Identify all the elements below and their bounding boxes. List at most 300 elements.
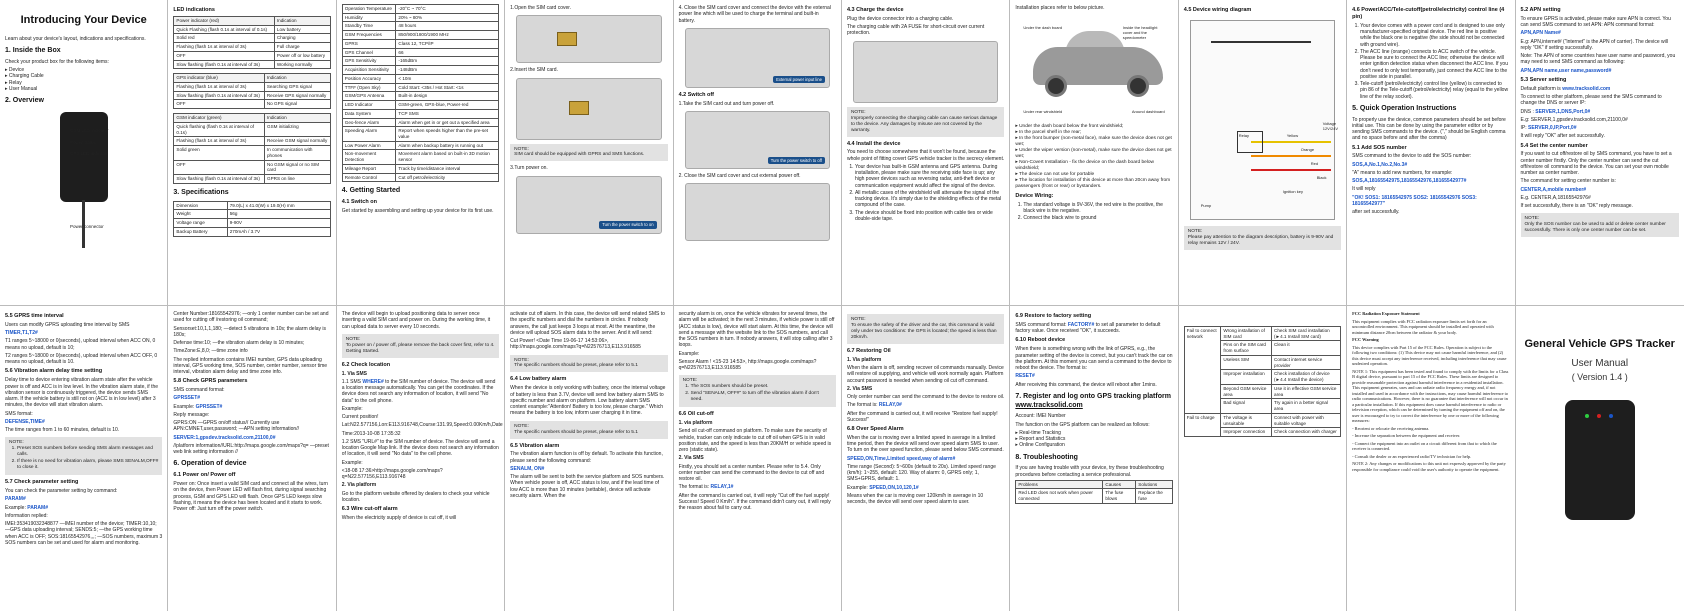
cover-intro: Learn about your device's layout, indications and specifications. [5, 35, 146, 42]
power-step-4: 4. Close the SIM card cover and connect the device with the external power line which will be used to charge the terminal and built-in battery. [678, 5, 831, 24]
tag-power-on: Turn the power switch to on [599, 221, 656, 228]
oil-cut-title: 6.6 Oil cut-off [678, 411, 714, 418]
table-cell: Pins on the SIM card from surface [1221, 341, 1272, 355]
table-row [342, 31, 498, 40]
restore-format [847, 402, 1004, 408]
open-cover-photo [516, 15, 661, 63]
via-sms-title: 2. Via SMS [678, 455, 704, 462]
troubleshooting-text: If you are having trouble with your device, try these troubleshooting procedures before contacting a service professional. [1015, 465, 1164, 478]
table-cell: Class 12, TCP/IP [396, 39, 499, 48]
power-onoff-title: 6.1 Power on/ Power off [173, 472, 236, 479]
table-cell: Movement alarm based on built-in 3D motion sensor [396, 150, 499, 164]
label-red: Red [1310, 160, 1319, 166]
example-label: Example: [846, 484, 868, 491]
table-cell: Check SIM card installation (►4.1 Install SIM card) [1272, 327, 1341, 341]
param-command: PARAM# [5, 496, 26, 503]
sim-step-2: 2.Insert the SIM card. [510, 67, 558, 74]
table-row [174, 25, 330, 34]
table-cell: TCP SMS [396, 109, 499, 118]
table-row [174, 175, 330, 184]
install-list [847, 164, 1004, 222]
panel-back-cover [1516, 306, 1684, 611]
install-places-list [1015, 124, 1172, 190]
panel-factory-register [1010, 306, 1178, 611]
table-cell: Slow flashing (flash 0.1s at interval of 3s) [174, 175, 265, 184]
note-text: Improperly connecting the charging cable can cause serious damage to the device. Any damages by misuse are not covered by the warranty. [850, 115, 998, 133]
wire-red [1251, 169, 1331, 171]
table-cell: -148dBm [396, 66, 499, 75]
server-label: Default platform is [1520, 85, 1561, 92]
low-battery-text: When the device is only working with battery, once the internal voltage of battery is less than 3.7V, device will send low battery alarm SMS to specific number and alarm on platform. Low battery alarm SMS content example:"Attention! Battery is too low, please charge." Which means the battery is too low, inform user charging it in time. [510, 385, 666, 417]
dns-example: E.g: SERVER,1,gpsdev.tracksolid.com,21100,0# [1520, 116, 1628, 123]
sos-reply-label: It will reply [1352, 186, 1376, 193]
current-position: Current position! [341, 414, 379, 421]
server-url-link[interactable]: www.tracksolid.com [1562, 85, 1611, 92]
ip-label: IP: [1520, 125, 1527, 131]
wire-black [1211, 41, 1311, 43]
table-row [174, 91, 330, 100]
table-row [342, 22, 498, 31]
param-info-label: Information replied: [5, 512, 48, 519]
example-label: Example: [5, 504, 26, 511]
table-row [342, 74, 498, 83]
dns-line [1521, 109, 1679, 115]
panel-sim-install [505, 0, 673, 305]
box-item: ▸ Device [5, 67, 162, 73]
table-row [1184, 327, 1340, 341]
table-cell: TTFF (Open Sky) [342, 83, 396, 92]
box-item: ▸ User Manual [5, 86, 162, 92]
callout-gsm-led: GSM LED indicator [70, 128, 109, 133]
power-onoff-text: Power on: Once insert a valid SIM card and connect all the wires, turn on the device, then Power LED will flash first, during signal searching process, GSM and GPS LED will flash. Once GPS LED keeps slow flashing, it means the device has been located and it starts to work. Power off: Just turn off the power switch. [173, 481, 328, 512]
table-cell: Replace the fuse [1136, 489, 1172, 503]
via-platform-text: Go to the platform website offered by dealers to check your vehicle location. [341, 490, 490, 503]
gprsset-command: GPRSSET# [173, 395, 201, 402]
spec-table [173, 201, 330, 237]
box-item: ▸ Charging Cable [5, 73, 162, 79]
list-item: ▸ In the parcel shelf in the rear; [1015, 130, 1172, 136]
apn-example [1521, 39, 1679, 52]
table-cell: Flashing (flash 1s at interval of 3s) [174, 83, 264, 92]
via-sms-title: 1. Via SMS [341, 370, 367, 377]
section-specifications: 3. Specifications [173, 188, 229, 196]
factory-title: 6.9 Restore to factory setting [1015, 313, 1092, 319]
table-header: GPS indicator (blue) [174, 74, 264, 83]
sim-card-icon [557, 32, 577, 46]
box-intro: Check your product box for the following items: [5, 58, 109, 65]
table-row [174, 219, 330, 228]
via-platform-title: 1. Via platform [846, 356, 882, 363]
sos-note: "A" means to add new numbers, for example: [1352, 169, 1453, 176]
center-info-2: Sensorset:10,1,1,180; —detect 5 vibrations in 10s; the alarm delay is 180s; [173, 325, 326, 338]
fcc-measure: - Connect the equipment into an outlet on a circuit different from that to which the receiver is connected. [1352, 440, 1497, 451]
center-info-4: TimeZone:E,8,0; —time zone info [173, 348, 248, 355]
restore-sms-text: Only center number can send the command to the device to restore oil. [846, 394, 1005, 401]
factory-command: FACTORY# [1067, 321, 1095, 328]
manual-subtitle: User Manual [1571, 357, 1629, 369]
panel-check-location [337, 306, 505, 611]
apn-example-label: E.g: APN,internet# [1520, 38, 1562, 45]
panel-led-indications [168, 0, 336, 305]
table-row [342, 57, 498, 66]
panel-acc-quick-ops [1347, 0, 1515, 305]
table-header: Power indicator (red) [174, 16, 275, 25]
list-item: ▸ Online Configuration [1015, 442, 1172, 448]
vibration-delay-text: Delay time to device entering vibration alarm state after the vehicle power is off and ACC is in low level. In the vibration alarm state, if the vibration sensor is continuously triggered, the device sends SMS alarm. If the vehicle battery is still not on (ACC is in low level) after 3 minutes, the device will start vibration alarm. [5, 377, 159, 409]
table-cell: Receive GPS signal normally [264, 91, 330, 100]
list-item: 2. Send "SENALM, OFF#" to turn off the vibration alarm if don't need. [691, 391, 832, 403]
center-after: If set successfully, there is an "OK" reply message. [1520, 203, 1633, 210]
sms-label: 1.1 SMS [341, 378, 361, 385]
tag-external-power: External power input line [773, 76, 825, 83]
speed-example [847, 485, 1004, 491]
tag-power-off: Turn the power switch to off [768, 157, 825, 164]
table-cell: No GSM signal or no SIM card [265, 160, 331, 174]
cut-alarm-text: activate cut off alarm. In this case, the device will send related SMS to the specific numbers and dial the numbers in circles. If nobody answers, the call just keeps 3 loops at most. At the meantime, the device will upload SOS alarm data to the server. And it will send: [510, 311, 665, 336]
gprs-params-title: 5.8 Check GPRS parameters [173, 378, 248, 385]
panel-operation [168, 306, 336, 611]
table-cell: Bad signal [1221, 399, 1272, 413]
gprs-p3: T2 ranges 5~18000 or 0(seconds), upload interval when ACC OFF, 0 means no upload, default is 10. [5, 352, 158, 366]
install-title: 4.4 Install the device [846, 140, 901, 147]
table-cell: Operation Temperature [342, 5, 396, 14]
gprs-platform: //platform information//URL:http://maps.google.com/maps?q= —preset web link setting information // [173, 442, 329, 456]
table-cell: 66 [396, 48, 499, 57]
table-row [174, 210, 330, 219]
table-cell: Connect with power with suitable voltage [1272, 413, 1341, 427]
sos-command: SOS,A,No.1,No.2,No.3# [1352, 161, 1408, 168]
list-item: 2. Connect the black wire to ground [1023, 215, 1172, 221]
note-label: NOTE: [682, 378, 698, 384]
section-operation: 6. Operation of device [173, 460, 247, 468]
sos-title: 5.1 Add SOS number [1352, 144, 1407, 151]
center-text: If you want to cut off/restore oil by SMS command, you have to set a center number firstly. Only the center number can send the cut off/restore oil command to the device. You can set your own mobile number as center number. [1520, 151, 1672, 177]
table-cell: Standby Time [342, 22, 396, 31]
table-cell: Working normally [274, 60, 330, 69]
table-cell: Remote Control [342, 173, 396, 182]
label-black: Black [1316, 174, 1327, 180]
reboot-after: After receiving this command, the device will reboot after 1mins. [1015, 381, 1157, 388]
table-cell: Weight [174, 210, 227, 219]
note-label: NOTE: [514, 146, 529, 152]
reset-command: RESET# [1015, 373, 1035, 380]
table-row [174, 83, 330, 92]
factory-text: to set all parameter to default factory value. Once received "OK", it succeeds. [1015, 321, 1161, 335]
callout-gps-led: GPS LED indicator [70, 151, 108, 157]
table-cell: Alarm when get in or get out a specified area [396, 118, 499, 127]
table-cell: The voltage is unsuitable [1221, 413, 1272, 427]
table-row [342, 66, 498, 75]
overview-callouts [70, 128, 109, 163]
diagram-note [1184, 226, 1341, 250]
panel-alarms [505, 306, 673, 611]
sim-step-1: 1.Open the SIM card cover. [510, 5, 572, 11]
low-battery-title: 6.4 Low battery alarm [510, 376, 567, 383]
acc-list [1352, 23, 1509, 100]
list-item: ▸ Non-Covert Installation - fix the device on the dash board below windshield; [1015, 160, 1172, 172]
over-speed-title: 6.8 Over Speed Alarm [846, 426, 904, 433]
reboot-text: When there is something wrong with the link of GPRS, e.g., the parameter setting of the device is correct, but you can't track the car on the platform. At this moment you can send a command to the device to reboot the device. The format is: [1015, 346, 1173, 371]
table-cell: Quick Flashing (flash 0.1s at interval of 0.1s) [174, 25, 275, 34]
table-cell: 850/900/1800/1900 MHz [396, 31, 499, 40]
table-row [174, 160, 330, 174]
cut-alarm-note [510, 355, 667, 373]
power-led-table [173, 16, 330, 69]
table-cell: Cut off petrol/electricity [396, 173, 499, 182]
current-coords: Lat:N22.577156,Lon:E113.916748,Course:131.99,Speed:0.00Km/h,Date [341, 422, 503, 429]
fcc-measure: - Increase the separation between the equipment and receiver. [1352, 433, 1461, 438]
apn-note: Note: The APN of some countries have user name and password, you may need to send SMS command as following: [1520, 53, 1676, 66]
table-row [342, 48, 498, 57]
callout-power-status: Power status [70, 139, 97, 145]
vibration-range: The time ranges from 1 to 60 minutes, default is 10. [5, 427, 120, 433]
apn-title: 5.2 APN setting [1520, 7, 1561, 13]
restore-platform-text: When the alarm is off, sending recover oil commands manually. Device will restore oil supplying, and vehicle will work normally again. Platform account password is needed when sending oil cut off command. [846, 365, 1004, 384]
fcc-title: FCC Radiation Exposure Statement [1352, 311, 1420, 316]
server-title: 5.3 Server setting [1520, 76, 1567, 83]
gsm-led-table [173, 113, 330, 184]
note-text: To power on / power off, please remove the back cover first, refer to 4. Getting Started. [345, 342, 495, 354]
section-getting-started: 4. Getting Started [341, 187, 401, 195]
table-row [174, 122, 330, 136]
panel-install-places [1010, 0, 1178, 305]
table-cell: Slow flashing (flash 0.1s at interval of 3s) [174, 91, 264, 100]
table-cell: 79.0(L) x 41.0(W) x 19.0(H) mm [227, 201, 330, 210]
table-cell: Low Power Alarm [342, 141, 396, 150]
where-command: WHERE# [362, 378, 384, 385]
troubleshooting-table-2 [1184, 326, 1341, 437]
list-item: 1. Your device has built-in GSM antenna and GPS antenna. During installation, please make sure the receiving side face is up; any high power devices such as reversing radar, anti-theft device or communication equipment would affect the signal of the device. [855, 164, 1004, 189]
spec-table-2 [342, 4, 499, 182]
table-header: GSM indicator (green) [174, 114, 265, 123]
security-text: security alarm is on, once the vehicle vibrates for several times, the alarm will be activated; in the next 3 minutes, if vehicle power is still off (ACC status is low), device will start alarm. At this time, the device will send a message with the website link to the SOS numbers, and call the SOS numbers in turn. If nobody answers, it will stop calling after 3 loops. [678, 311, 835, 349]
sos-after: after set successfully. [1352, 209, 1400, 216]
table-row [342, 173, 498, 182]
low-battery-note [510, 421, 667, 439]
table-cell: Clean it [1272, 341, 1341, 355]
charging-cable-photo [853, 41, 998, 103]
restore-after: After the command is carried out, it will receive "Restore fuel supply! Success!" [846, 410, 998, 423]
label-pump: Pump [1200, 202, 1212, 208]
table-cell: Report when speeds higher than the pre-set value [396, 127, 499, 141]
list-item: ▸ The location for installation of this device at more than 20cm away from passengers (front or rear) or bystanders. [1015, 178, 1172, 190]
platform-functions: The function on the GPS platform can be realized as follows: [1015, 421, 1150, 428]
sim-card-icon [569, 101, 589, 115]
insert-sim-photo [516, 78, 661, 140]
table-cell: Wrong installation of SIM card [1221, 327, 1272, 341]
switch-on-text: Get started by assembling and setting up your device for its first use. [341, 208, 494, 215]
wire-orange [1251, 155, 1331, 157]
table-row [174, 201, 330, 210]
panel-wiring-diagram [1179, 0, 1347, 305]
list-item: 3. The device should be fixed into position with cable ties or wide double-side tape. [855, 210, 1004, 223]
server-text: To connect to other platform, please send the SMS command to change the DNS or server IP: [1520, 94, 1662, 107]
relay-command: RELAY,1# [710, 484, 734, 491]
gprs-reply: GPRS:ON —GPRS on/off status// Currently use APN:CMNET,user,password; —APN setting information// [173, 420, 299, 433]
location-note [342, 334, 499, 358]
where-line [342, 379, 499, 404]
table-cell: Dimension [174, 201, 227, 210]
panel-specs-continued [337, 0, 505, 305]
power-line-photo [685, 28, 830, 88]
security-example: Sensor Alarm ! <15-23 14:53>, http://maps.google.com/maps?q=N22576713,E113.916585 [678, 358, 817, 371]
sos-example: SOS,A,18165542975,18165542976,18165542977# [1352, 178, 1467, 185]
table-cell: OFF [174, 51, 275, 60]
table-cell: No GPS signal [264, 100, 330, 109]
table-cell: Mileage Report [342, 164, 396, 173]
list-item: ▸ The device can not use for portable [1015, 172, 1172, 178]
param-reply: IMEI:353419032348877 —IMEI number of the device; TIMER:10,10; —GPS data uploading interval; SENDS:5; —the GPS working time when ACC is OFF; SOS:18165542976,,,; —SOS numbers, maximum 3 SOS numbers can be set and used for alarm and monitoring. [5, 521, 163, 546]
url-text: 1.2 SMS "URL#" to the SIM number of device. The device will send a location Google Map link. If the device does not search any information of location, it will send "No data" to the cell phone. [341, 438, 499, 458]
power-off-photo [685, 111, 830, 169]
note-label: NOTE: [345, 336, 361, 342]
list-item: ▸ Real-time Tracking [1015, 430, 1172, 436]
security-note [679, 375, 836, 407]
table-cell: Alarm when backup battery is running out [396, 141, 499, 150]
panel-troubleshooting-table [1179, 306, 1347, 611]
quick-ops-text: To properly use the device, common parameters should be set before initial use. This can be done by using the parameter editor or by sending SMS commands to the device. ("," should be English comma and no space before and after the comma) [1352, 116, 1506, 142]
senalm-command: SENALM, ON# [510, 465, 545, 472]
table-cell: Track by time/distance interval [396, 164, 499, 173]
table-row [174, 137, 330, 146]
table-row [342, 101, 498, 110]
speed-range: Time range (Second): 5~600s (default to 20s). Limited speed range (km/h): 1~255, default: 120. Way of alarm: 0, GPRS only; 1, SMS+GPRS, default: 1. [846, 463, 996, 483]
table-header: Solutions [1136, 480, 1172, 489]
table-row [174, 43, 330, 52]
speed-meaning: Means when the car is moving over 120km/h in average in 10 seconds, the device will send over speed alarm to user. [846, 492, 984, 506]
section-troubleshooting: 8. Troubleshooting [1015, 453, 1078, 461]
oil-sms-text: Firstly, you should set a center number. Please refer to 5.4. Only center number can send the command to the device to cut off and restore oil. [678, 463, 825, 483]
bottom-sheet [0, 306, 1684, 611]
wire-cut-text: When the electricity supply of device is cut off, it will [341, 514, 457, 521]
list-item: 2. If there is no need for vibration alarm, please SMS SENALM,OFF# to close it. [17, 459, 158, 471]
table-row [342, 109, 498, 118]
callout-power-connector: Power connector [70, 224, 104, 229]
fcc-p1: This equipment complies with FCC radiation exposure limits set forth for an uncontrolled environment. This equipment should be installed and operated with minimum distance 20cm between the radiator & your body. [1352, 318, 1494, 335]
table-row [342, 141, 498, 150]
gsm-led-icon [1585, 414, 1589, 418]
label-voltage: Voltage 12V/24V [1322, 120, 1339, 131]
note-text: The specific numbers should be preset, please refer to 5.1 [514, 429, 638, 435]
center-command: CENTER,A,mobile number# [1520, 186, 1587, 193]
note-text: SIM card should be equipped with GPRS and SMS functions. [514, 152, 645, 158]
section-quick-ops: 5. Quick Operation Instructions [1352, 104, 1457, 112]
panel-charge-install [842, 0, 1010, 305]
table-cell: Charging [274, 34, 330, 43]
note-label: NOTE: [1187, 228, 1203, 234]
table-cell: GSM Frequencies [342, 31, 396, 40]
vibration-delay-title: 5.6 Vibration alarm delay time setting [5, 368, 103, 375]
list-item: ▸ In the front bumper (non-metal face), make sure the device does not get wet; [1015, 136, 1172, 148]
table-cell: GPS Sensitivity [342, 57, 396, 66]
over-speed-text: When the car is moving over a limited speed in average in a limited time period, then the device will send over speed alarm SMS to user. To turn on the over speed function, please send below SMS command. [846, 434, 1004, 454]
wiring-diagram [1190, 20, 1339, 220]
table-cell: Try again in a better signal area [1272, 399, 1341, 413]
diagram-title: 4.5 Device wiring diagram [1183, 7, 1252, 13]
dns-label: DNS : [1520, 108, 1534, 115]
table-cell: Flashing (flash 1s at interval of 3s) [174, 43, 275, 52]
restore-note [847, 314, 1004, 344]
check-param-text: You can check the parameter setting by command: [5, 488, 118, 495]
center-example: E.g. CENTER,A,18165542976# [1520, 194, 1591, 201]
wiring-title: Device Wiring: [1015, 193, 1054, 200]
current-time: Time:2013-10-08 17:35:32 [341, 430, 401, 437]
list-item: 1. The standard voltage is 9V-36V, the red wire is the positive, the black wire is the negative. [1023, 202, 1172, 215]
param-example [5, 505, 162, 511]
table-cell: < 10m [396, 74, 499, 83]
sim-step-3: 3.Turn power on. [510, 165, 548, 172]
table-cell: Acquisition Sensitivity [342, 66, 396, 75]
table-row [174, 146, 330, 160]
table-cell: GSM/GPS Antenna [342, 92, 396, 101]
gprs-params-format: SMS command format: [173, 387, 225, 394]
gprs-note [5, 437, 162, 475]
section-overview: 2. Overview [5, 97, 44, 104]
platform-url-link[interactable]: www.tracksolid.com [1015, 401, 1083, 409]
where-text: to the SIM number of device. The device will send a location message automatically. You can get the coordinates. If the device does not search any information of location, it will send "No data" to the cell phone. [341, 378, 496, 404]
list-item: 3. Tele-cutoff (petrol/electricity) control line (yellow) is connected to pin 86 of the Tele-cutoff (petrol/electricity) relay (equal to the yellow line of the relay socket). [1360, 81, 1509, 100]
speed-command: SPEED,ON,Time,Limited speed,way of alarm# [846, 455, 956, 462]
table-cell: Contact internet service provider [1272, 355, 1341, 369]
table-row [174, 227, 330, 236]
account-label: Account: IMEI Number [1015, 413, 1066, 420]
factory-label: SMS command format: [1015, 321, 1067, 328]
connector-callout [70, 224, 104, 236]
gprs-title: 5.5 GPRS time interval [5, 313, 64, 319]
table-row [342, 127, 498, 141]
switch-off-step-2: 2. Close the SIM card cover and cut external power off. [678, 172, 801, 179]
oil-cut-after: After the command is carried out, it will reply "Cut off the fuel supply! Success! Speed 0 Km/h". If the command didn't carry out, it will reply the reason about fail to carry out. [678, 492, 831, 512]
table-cell: GPRS [342, 39, 396, 48]
center-info-1: Center Number:18165542976; —only 1 center number can be set and used for cutting off /restoring oil command; [173, 311, 329, 324]
via-platform-title: 2. Via platform [341, 482, 377, 489]
center-format: The command for setting center number is: [1520, 178, 1616, 185]
box-items [5, 67, 162, 92]
box-item: ▸ Relay [5, 80, 162, 86]
gps-tracker-photo [1565, 400, 1635, 520]
charge-p1: Plug the device connector into a charging cable. [846, 15, 954, 22]
fcc-measure: - Reorient or relocate the receiving antenna. [1352, 425, 1430, 431]
table-cell: 270mAh / 3.7V [227, 227, 330, 236]
table-cell: Quick flashing (flash 0.1s at interval of 0.1s) [174, 122, 265, 136]
cover-title: Introducing Your Device [20, 14, 147, 26]
list-item: 1. Your device comes with a power cord and is designed to use only manufacturer-specified original device. The red line is positive while the black one is negative (the side should not be connected with ground wire). [1360, 23, 1509, 48]
note-text: To ensure the safety of the driver and the car, this command is valid only under two conditions: the GPS is located; the speed is less than 20km/h. [850, 322, 997, 340]
table-cell: Speeding Alarm [342, 127, 396, 141]
wiring-list [1015, 202, 1172, 222]
apn-command-2: APN,APN name,user name,password# [1520, 67, 1612, 74]
table-header: Indication [274, 16, 330, 25]
fcc-measure: - Consult the dealer or an experienced radio/TV technician for help. [1352, 453, 1472, 459]
table-cell: 56g [227, 210, 330, 219]
install-places-intro: Installation places refer to below picture. [1015, 5, 1105, 11]
table-cell: Receive GSM signal normally [265, 137, 331, 146]
example-label: Example: [173, 403, 195, 410]
table-header: Causes [1103, 480, 1136, 489]
table-row [174, 51, 330, 60]
example-label: Example: [341, 405, 363, 412]
center-info-3: Defense time:10; —the vibration alarm delay is 10 minutes; [173, 340, 305, 346]
manual-version: ( Version 1.4 ) [1571, 372, 1628, 383]
fcc-p3: NOTE 1: This equipment has been tested and found to comply with the limits for a Class B digital device, pursuant to part 15 of the FCC Rules. These limits are designed to provide reasonable protection against harmful interference in a residential installation. This equipment generates, uses and can radiate radio frequency energy and, if not installed and used in accordance with the instructions, may cause harmful interference to radio communications. However, there is no guarantee that interference will not occur in a particular installation. If this equipment does cause harmful interference to radio or television reception, which can be determined by turning the equipment off and on, the user is encouraged to try to correct the interference by one or more of the following measures: [1352, 368, 1509, 423]
close-cover-photo [685, 183, 830, 241]
charge-title: 4.3 Charge the device [846, 7, 904, 13]
label-orange: Orange [1300, 146, 1315, 152]
table-cell: Cold Start: <35s / Hot Start: <1s [396, 83, 499, 92]
label-ignition: Ignition key [1282, 188, 1303, 194]
note-label: NOTE: [850, 317, 866, 322]
label-rear-windshield: Under rear windshield [1023, 109, 1063, 115]
